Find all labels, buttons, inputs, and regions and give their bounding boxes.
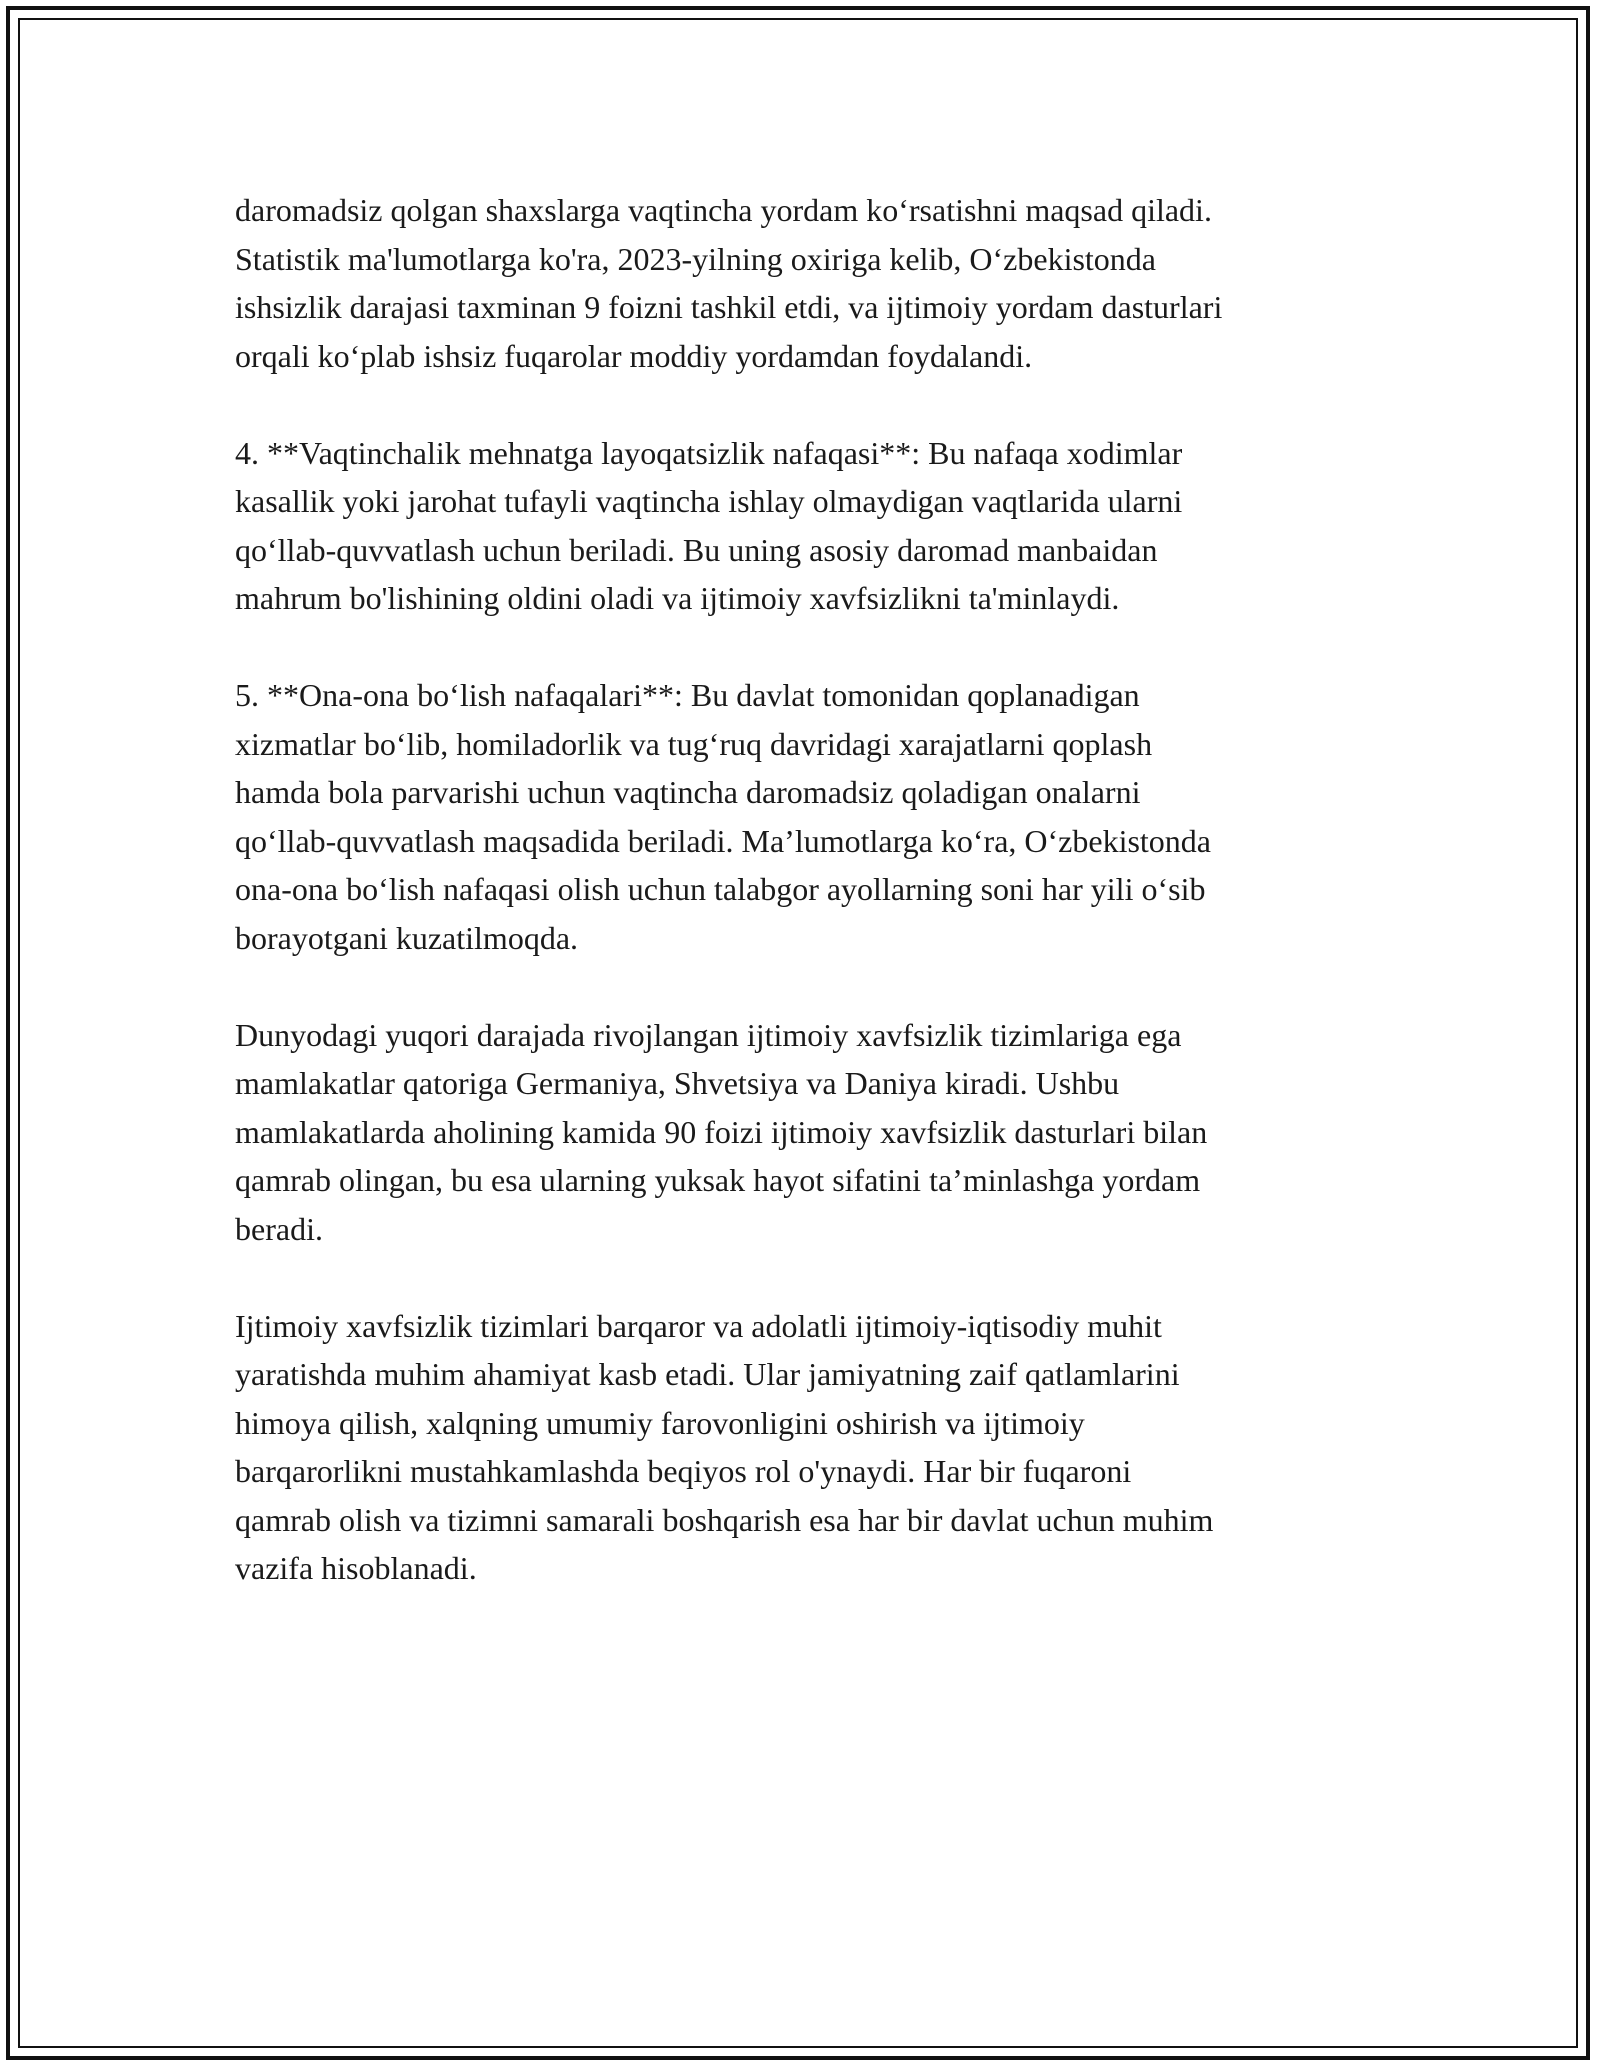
text-line: Statistik ma'lumotlarga ko'ra, 2023-yilning oxiriga kelib, Oʻzbekistonda	[235, 240, 1156, 277]
text-line: yaratishda muhim ahamiyat kasb etadi. Ular jamiyatning zaif qatlamlarini	[235, 1356, 1180, 1392]
text-line: 4. **Vaqtinchalik mehnatga layoqatsizlik nafaqasi**: Bu nafaqa xodimlar	[235, 434, 1183, 471]
text-line: vazifa hisoblanadi.	[235, 1550, 477, 1586]
text-line: qoʻllab-quvvatlash maqsadida beriladi. Maʼlumotlarga koʻra, Oʻzbekistonda	[235, 822, 1211, 859]
text-line: borayotgani kuzatilmoqda.	[235, 919, 579, 956]
text-line: himoya qilish, xalqning umumiy farovonligini oshirish va ijtimoiy	[235, 1404, 1085, 1441]
paragraph-maternity-benefits	[235, 671, 1375, 962]
text-line: ona-ona boʻlish nafaqasi olish uchun talabgor ayollarning soni har yili oʻsib	[235, 871, 1206, 907]
text-line: mahrum bo'lishining oldini oladi va ijtimoiy xavfsizlikni ta'minlaydi.	[235, 580, 1120, 616]
text-line: beradi.	[235, 1210, 323, 1247]
text-line: xizmatlar boʻlib, homiladorlik va tugʻruq davridagi xarajatlarni qoplash	[235, 725, 1153, 762]
text-line: qamrab olingan, bu esa ularning yuksak hayot sifatini taʼminlashga yordam	[235, 1162, 1201, 1198]
text-line: barqarorlikni mustahkamlashda beqiyos rol o'ynaydi. Har bir fuqaroni	[235, 1453, 1132, 1489]
text-line: orqali koʻplab ishsiz fuqarolar moddiy yordamdan foydalandi.	[235, 337, 1033, 374]
text-line: qamrab olish va tizimni samarali boshqarish esa har bir davlat uchun muhim	[235, 1501, 1214, 1538]
paragraph-unemployment-statistics	[235, 186, 1375, 380]
text-line: kasallik yoki jarohat tufayli vaqtincha ishlay olmaydigan vaqtlarida ularni	[235, 483, 1183, 519]
text-line: hamda bola parvarishi uchun vaqtincha daromadsiz qoladigan onalarni	[235, 774, 1141, 810]
paragraph-developed-countries	[235, 1011, 1375, 1254]
text-line: Dunyodagi yuqori darajada rivojlangan ijtimoiy xavfsizlik tizimlariga ega	[235, 1016, 1182, 1053]
text-line: mamlakatlar qatoriga Germaniya, Shvetsiya va Daniya kiradi. Ushbu	[235, 1065, 1120, 1101]
paragraph-conclusion	[235, 1302, 1375, 1593]
text-line: qoʻllab-quvvatlash uchun beriladi. Bu uning asosiy daromad manbaidan	[235, 531, 1158, 568]
text-line: mamlakatlarda aholining kamida 90 foizi ijtimoiy xavfsizlik dasturlari bilan	[235, 1113, 1208, 1150]
text-line: Ijtimoiy xavfsizlik tizimlari barqaror va adolatli ijtimoiy-iqtisodiy muhit	[235, 1307, 1162, 1344]
paragraph-temporary-disability-benefit	[235, 429, 1375, 623]
text-line: ishsizlik darajasi taxminan 9 foizni tashkil etdi, va ijtimoiy yordam dasturlari	[235, 289, 1223, 325]
text-line: 5. **Ona-ona boʻlish nafaqalari**: Bu davlat tomonidan qoplanadigan	[235, 677, 1140, 713]
document-body	[235, 186, 1375, 1641]
text-line: daromadsiz qolgan shaxslarga vaqtincha yordam koʻrsatishni maqsad qiladi.	[235, 192, 1212, 228]
